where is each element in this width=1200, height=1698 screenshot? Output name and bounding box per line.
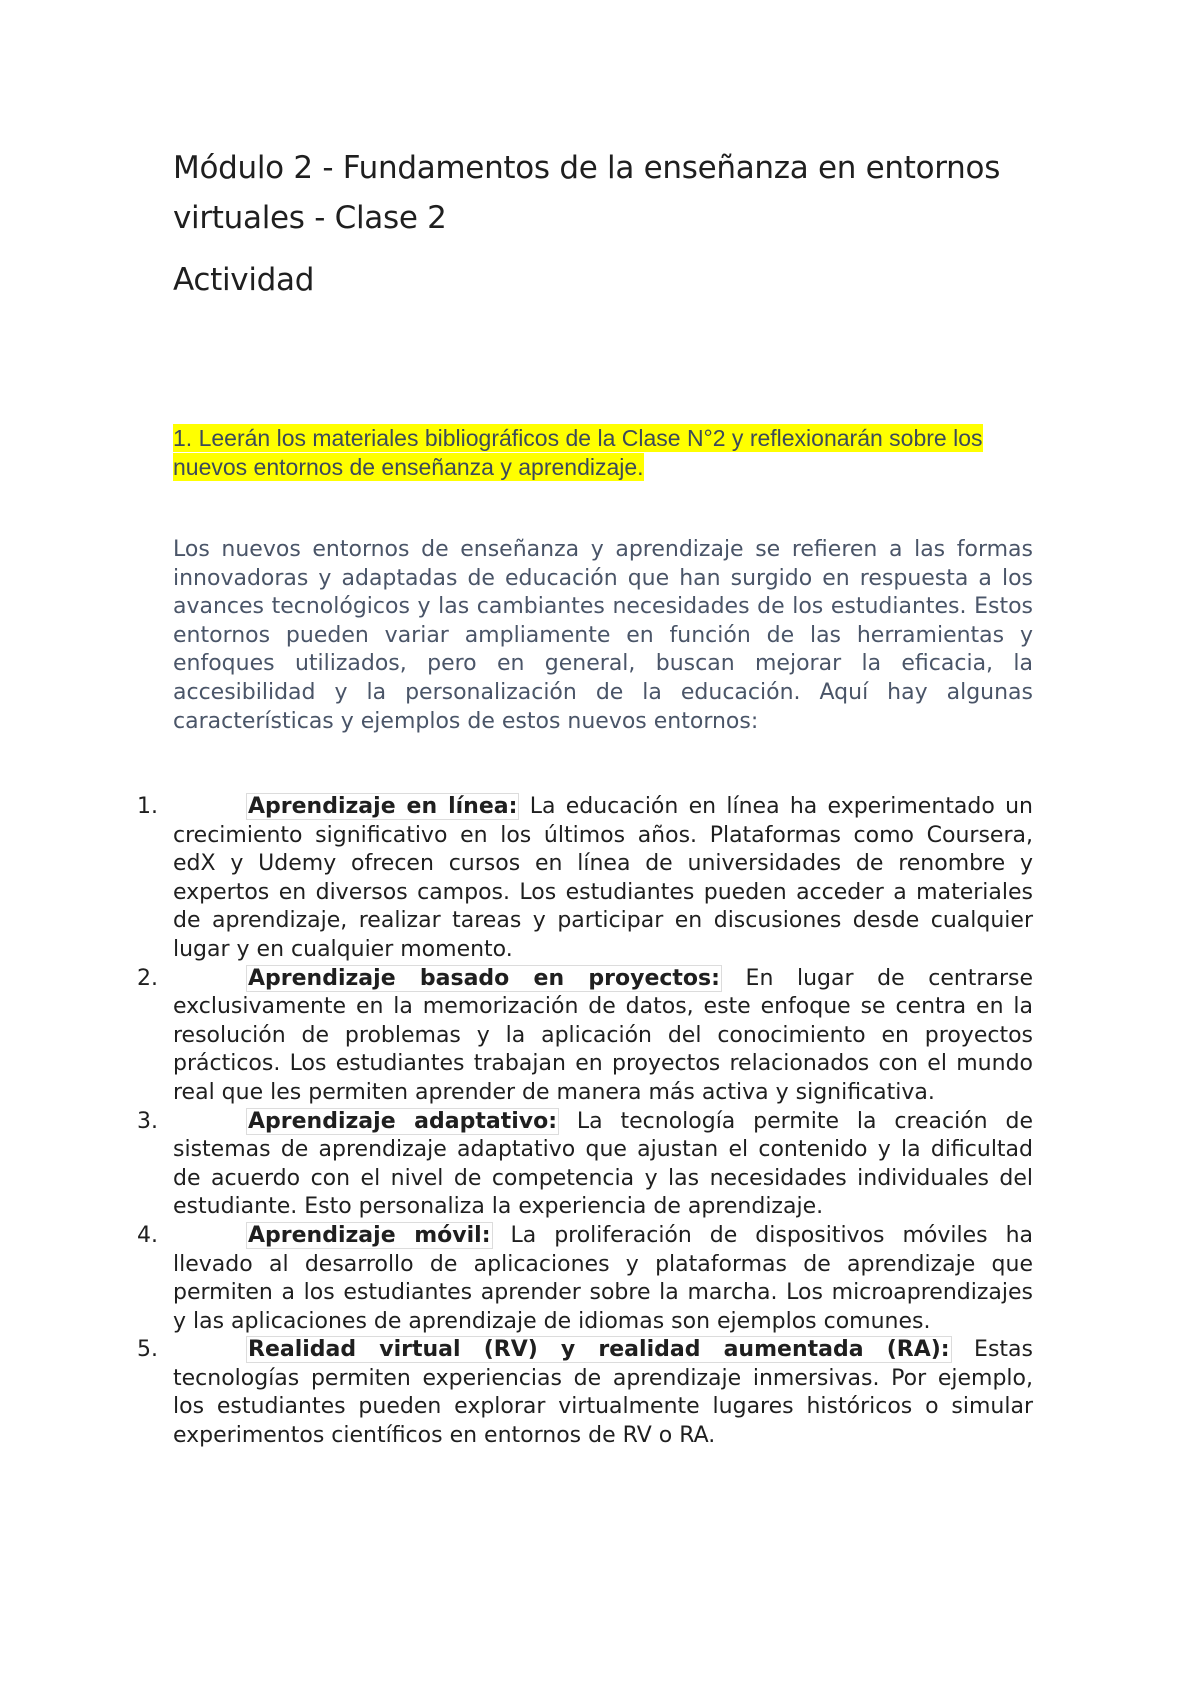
- list-item-text: Estas tecnologías permiten experiencias de aprendizaje inmersivas. Por ejemplo, los estudiantes pueden explorar virtualmente lugares históricos o simular experimentos científicos en entornos de RV o RA.: [173, 1337, 1033, 1449]
- list-item-term: Aprendizaje basado en proyectos:: [248, 965, 720, 991]
- list-item-text: En lugar de centrarse exclusivamente en la memorización de datos, este enfoque se centra en la resolución de problemas y la aplicación del conocimiento en proyectos prácticos. Los estudiantes trabajan en proyectos relacionados con el mundo real que les permiten aprender de manera más activa y significativa.: [173, 965, 1033, 1105]
- list-item-text: La educación en línea ha experimentado un crecimiento significativo en los últimos años. Plataformas como Coursera, edX y Udemy ofrecen cursos en línea de universidades de renombre y expertos en diversos campos. Los estudiantes pueden acceder a materiales de aprendizaje, realizar tareas y participar en discusiones desde cualquier lugar y en cualquier momento.: [173, 794, 1033, 962]
- list-item-number: 4.: [137, 1222, 158, 1248]
- document-subtitle: Actividad: [173, 262, 315, 298]
- list-item: [137, 793, 1033, 965]
- list-item-term: Realidad virtual (RV) y realidad aumentada (RA):: [248, 1337, 950, 1363]
- list-item: [137, 1336, 1033, 1450]
- document-title: Módulo 2 - Fundamentos de la enseñanza en entornos virtuales - Clase 2: [173, 150, 1001, 236]
- list-item-text: La tecnología permite la creación de sistemas de aprendizaje adaptativo que ajustan el contenido y la dificultad de acuerdo con el nivel de competencia y las necesidades individuales del estudiante. Esto personaliza la experiencia de aprendizaje.: [173, 1108, 1033, 1220]
- list-item: [137, 1222, 1033, 1336]
- list-item-number: 5.: [137, 1337, 158, 1363]
- activity-task: [173, 424, 1033, 482]
- numbered-list: [0, 793, 1200, 1451]
- list-item-text: La proliferación de dispositivos móviles ha llevado al desarrollo de aplicaciones y plataformas de aprendizaje que permiten a los estudiantes aprender sobre la marcha. Los microaprendizajes y las aplicaciones de aprendizaje de idiomas son ejemplos comunes.: [173, 1222, 1033, 1334]
- list-item-number: 2.: [137, 965, 158, 991]
- list-item: [137, 1108, 1033, 1222]
- list-item-number: 1.: [137, 794, 158, 819]
- list-item-number: 3.: [137, 1108, 158, 1134]
- list-item-term: Aprendizaje móvil:: [248, 1222, 491, 1248]
- list-item-term: Aprendizaje adaptativo:: [248, 1108, 558, 1134]
- intro-paragraph: Los nuevos entornos de enseñanza y aprendizaje se refieren a las formas innovadoras y adaptadas de educación que han surgido en respuesta a los avances tecnológicos y las cambiantes necesidades de los estudiantes. Estos entornos pueden variar ampliamente en función de las herramientas y enfoques utilizados, pero en general, buscan mejorar la eficacia, la accesibilidad y la personalización de la educación. Aquí hay algunas características y ejemplos de estos nuevos entornos:: [173, 537, 1033, 734]
- highlighted-task-text: 1. Leerán los materiales bibliográficos de la Clase N°2 y reflexionarán sobre los nuevos entornos de enseñanza y aprendizaje.: [173, 425, 983, 480]
- list-item-term: Aprendizaje en línea:: [248, 794, 518, 819]
- list-item: [137, 965, 1033, 1108]
